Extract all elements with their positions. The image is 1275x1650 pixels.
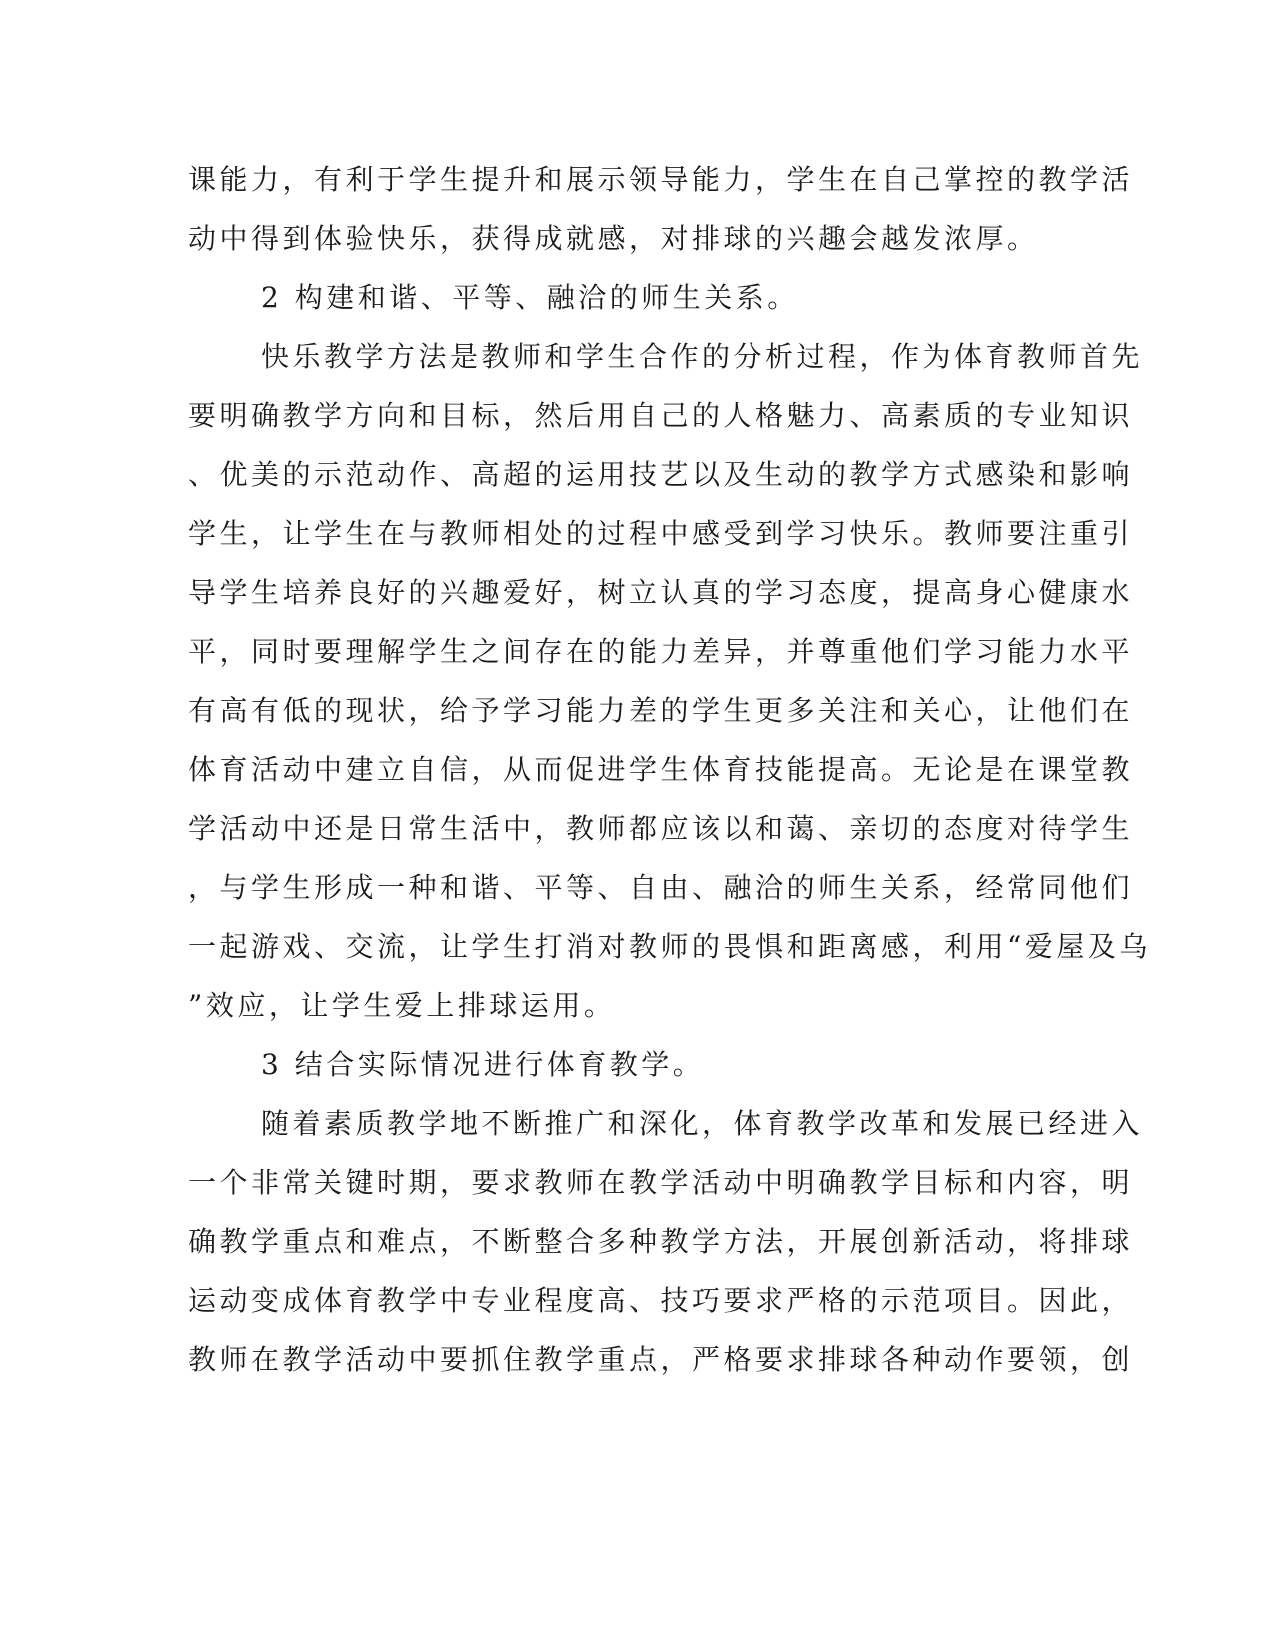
- section-heading-2: 2 构建和谐、平等、融洽的师生关系。: [261, 281, 799, 314]
- text-line-6: 、优美的示范动作、高超的运用技艺以及生动的教学方式感染和影响: [188, 458, 1134, 491]
- text-line-18: 一个非常关键时期，要求教师在教学活动中明确教学目标和内容，明: [188, 1166, 1134, 1199]
- text-line-12: 学活动中还是日常生活中，教师都应该以和蔼、亲切的态度对待学生: [188, 812, 1134, 845]
- text-line-1: 课能力，有利于学生提升和展示领导能力，学生在自己掌控的教学活: [188, 163, 1134, 196]
- text-line-5: 要明确教学方向和目标，然后用自己的人格魅力、高素质的专业知识: [188, 399, 1134, 432]
- text-line-9: 平，同时要理解学生之间存在的能力差异，并尊重他们学习能力水平: [188, 635, 1134, 668]
- text-line-10: 有高有低的现状，给予学习能力差的学生更多关注和关心，让他们在: [188, 694, 1134, 727]
- text-line-2: 动中得到体验快乐，获得成就感，对排球的兴趣会越发浓厚。: [188, 222, 1039, 255]
- section-heading-3: 3 结合实际情况进行体育教学。: [261, 1048, 705, 1081]
- text-line-14: 一起游戏、交流，让学生打消对教师的畏惧和距离感，利用“爱屋及乌: [188, 930, 1151, 963]
- text-line-4: 快乐教学方法是教师和学生合作的分析过程，作为体育教师首先: [261, 340, 1144, 373]
- text-line-7: 学生，让学生在与教师相处的过程中感受到学习快乐。教师要注重引: [188, 517, 1134, 550]
- text-line-11: 体育活动中建立自信，从而促进学生体育技能提高。无论是在课堂教: [188, 753, 1134, 786]
- text-line-19: 确教学重点和难点，不断整合多种教学方法，开展创新活动，将排球: [188, 1225, 1134, 1258]
- text-line-20: 运动变成体育教学中专业程度高、技巧要求严格的示范项目。因此，: [188, 1284, 1134, 1317]
- text-line-8: 导学生培养良好的兴趣爱好，树立认真的学习态度，提高身心健康水: [188, 576, 1134, 609]
- text-line-17: 随着素质教学地不断推广和深化，体育教学改革和发展已经进入: [261, 1107, 1144, 1140]
- text-line-15: ”效应，让学生爱上排球运用。: [188, 989, 616, 1022]
- text-line-13: ，与学生形成一种和谐、平等、自由、融洽的师生关系，经常同他们: [188, 871, 1134, 904]
- text-line-21: 教师在教学活动中要抓住教学重点，严格要求排球各种动作要领，创: [188, 1343, 1134, 1376]
